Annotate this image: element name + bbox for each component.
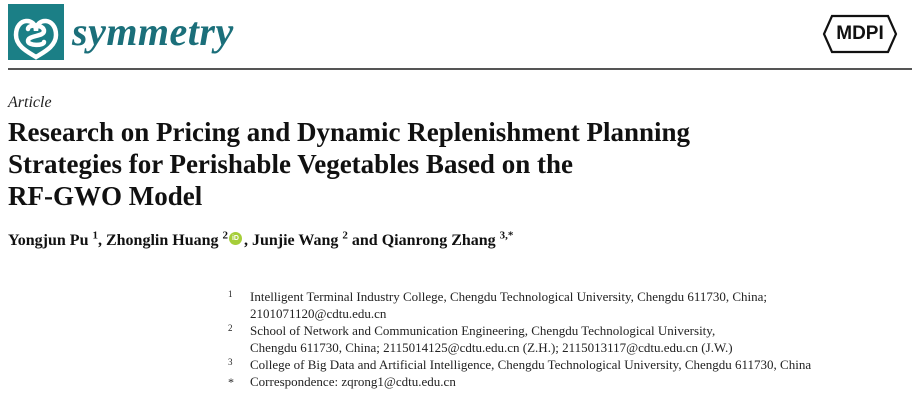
orcid-icon[interactable]: iD xyxy=(229,232,242,245)
author-affiliation-sup: 3,* xyxy=(499,229,514,242)
affiliation-marker: 3 xyxy=(228,357,233,367)
affiliation-text: College of Big Data and Artificial Intelligence, Chengdu Technological University, Chengdu 611730, China xyxy=(250,357,812,372)
author-affiliation-sup: 2 xyxy=(222,229,228,242)
author-list xyxy=(8,229,514,250)
publisher-label: MDPI xyxy=(836,23,884,44)
author-name[interactable]: Zhonglin Huang xyxy=(105,232,219,249)
page-header xyxy=(0,0,920,70)
correspondence-email[interactable]: Correspondence: zqrong1@cdtu.edu.cn xyxy=(250,374,456,389)
affiliation-text: Intelligent Terminal Industry College, Chengdu Technological University, Chengdu 611730, China; xyxy=(250,289,768,304)
correspondence-item xyxy=(228,373,908,390)
author-affiliation-sup: 1 xyxy=(92,229,98,242)
affiliation-item xyxy=(228,322,908,356)
author-separator: and xyxy=(347,232,382,249)
affiliation-item xyxy=(228,356,908,373)
author-separator: , xyxy=(97,232,106,249)
author-name[interactable]: Yongjun Pu xyxy=(8,232,89,249)
affiliation-marker: 2 xyxy=(228,323,233,333)
author-name[interactable]: Junjie Wang xyxy=(251,232,339,249)
author-name[interactable]: Qianrong Zhang xyxy=(381,232,496,249)
affiliation-item xyxy=(228,288,908,322)
affiliation-email[interactable]: 2101071120@cdtu.edu.cn xyxy=(250,306,387,321)
title-line: Research on Pricing and Dynamic Replenishment Planning xyxy=(8,117,691,147)
author-affiliation-sup: 2 xyxy=(342,229,348,242)
affiliation-marker: 1 xyxy=(228,289,233,299)
title-line: Strategies for Perishable Vegetables Based on the xyxy=(8,149,573,179)
article-type: Article xyxy=(8,94,52,111)
publisher-logo[interactable] xyxy=(822,12,898,56)
correspondence-marker: * xyxy=(228,375,234,389)
symmetry-logo-icon[interactable] xyxy=(8,4,64,60)
header-divider xyxy=(8,68,912,70)
affiliation-text: Chengdu 611730, China; 2115014125@cdtu.edu.cn (Z.H.); 2115013117@cdtu.edu.cn (J.W.) xyxy=(250,340,733,355)
affiliation-list xyxy=(228,288,908,390)
article-title xyxy=(8,116,908,212)
affiliation-text: School of Network and Communication Engineering, Chengdu Technological University, xyxy=(250,323,716,338)
title-line: RF-GWO Model xyxy=(8,181,203,211)
author-separator: , xyxy=(243,232,252,249)
journal-name[interactable]: symmetry xyxy=(72,9,234,54)
